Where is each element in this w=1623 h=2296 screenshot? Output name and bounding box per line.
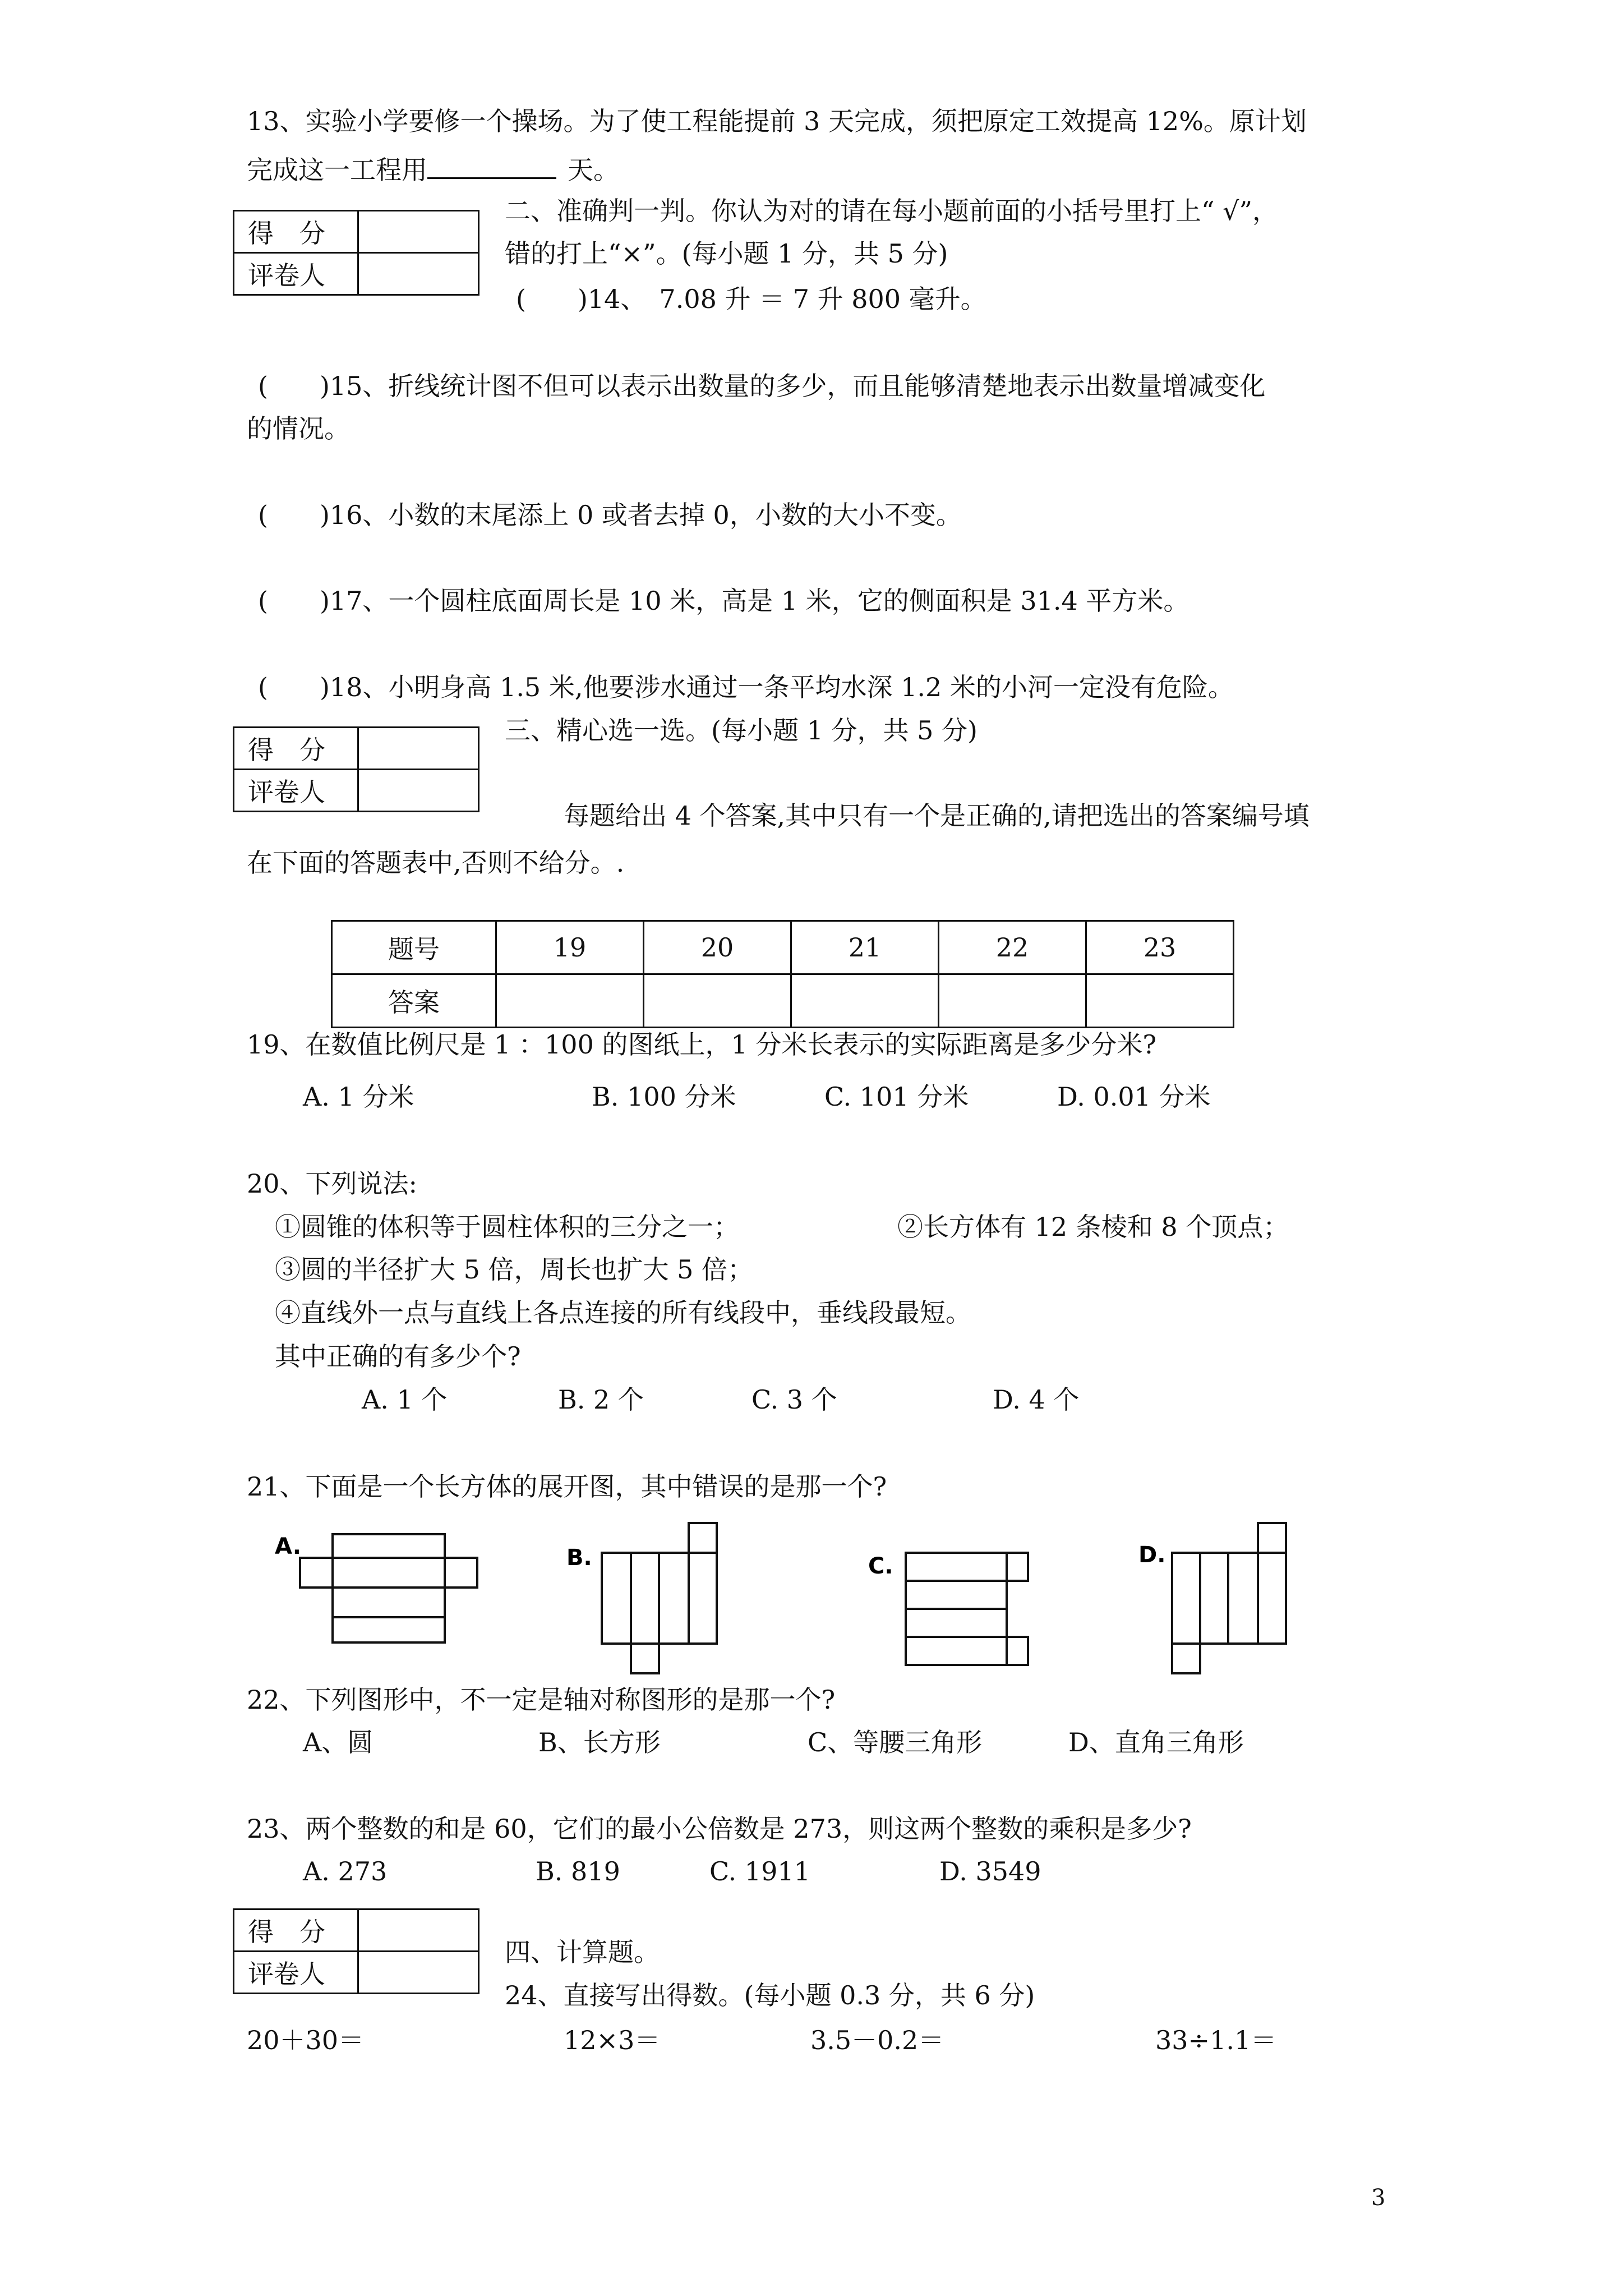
answer-table-header: 题号: [332, 921, 496, 974]
q20-statement-1: ①圆锥的体积等于圆柱体积的三分之一；: [275, 1212, 739, 1242]
q24-stem: 24、直接写出得数。(每小题 0.3 分，共 6 分): [505, 1980, 1035, 2010]
net-label-a: A.: [275, 1534, 301, 1559]
tf-item-16: ( )16、小数的末尾添上 0 或者去掉 0，小数的大小不变。: [258, 500, 962, 530]
score-label: 得 分: [234, 1910, 358, 1952]
net-figure-c: [906, 1553, 1028, 1665]
section3-instructions: 每题给出 4 个答案,其中只有一个是正确的,请把选出的答案编号填: [564, 800, 1310, 831]
q20-ask: 其中正确的有多少个?: [275, 1341, 521, 1372]
page-number: 3: [1371, 2185, 1386, 2211]
section4-title: 四、计算题。: [505, 1937, 660, 1967]
q22-option-b: B、长方形: [538, 1727, 661, 1757]
score-label: 得 分: [234, 211, 358, 253]
calc-expr-2: 12×3＝: [564, 2025, 661, 2055]
calc-expr-1: 20＋30＝: [247, 2025, 365, 2055]
answer-table-header: 21: [791, 921, 939, 974]
calc-expr-4: 33÷1.1＝: [1155, 2025, 1277, 2055]
answer-table-header: 23: [1086, 921, 1234, 974]
q13-unit: 天。: [568, 155, 619, 185]
section3-title: 三、精心选一选。(每小题 1 分，共 5 分): [505, 715, 978, 746]
tf-item-17: ( )17、一个圆柱底面周长是 10 米，高是 1 米，它的侧面积是 31.4 平方米。: [258, 586, 1189, 616]
q19-option-c: C. 101 分米: [824, 1082, 969, 1112]
q20-stem: 20、下列说法:: [247, 1168, 418, 1199]
q22-stem: 22、下列图形中，不一定是轴对称图形的是那一个?: [247, 1685, 836, 1715]
tf-item-18: ( )18、小明身高 1.5 米,他要涉水通过一条平均水深 1.2 米的小河一定没有危险。: [258, 672, 1234, 702]
q23-stem: 23、两个整数的和是 60，它们的最小公倍数是 273，则这两个整数的乘积是多少?: [247, 1814, 1192, 1844]
q19-option-a: A. 1 分米: [303, 1082, 414, 1112]
tf-item-14: ( )14、 7.08 升 ＝ 7 升 800 毫升。: [516, 284, 986, 314]
grader-label: 评卷人: [234, 770, 358, 812]
net-label-b: B.: [566, 1545, 592, 1571]
q20-option-d: D. 4 个: [993, 1384, 1080, 1415]
answer-table-header: 22: [939, 921, 1086, 974]
q20-statement-3: ③圆的半径扩大 5 倍，周长也扩大 5 倍；: [275, 1254, 754, 1285]
net-figure-d: [1172, 1523, 1286, 1673]
q23-option-b: B. 819: [536, 1856, 620, 1887]
answer-table-header: 19: [496, 921, 644, 974]
net-figure-a: [300, 1534, 477, 1642]
q23-option-a: A. 273: [303, 1856, 388, 1887]
net-label-c: C.: [868, 1553, 893, 1579]
score-cell[interactable]: [358, 1910, 479, 1952]
q13-line1: 13、实验小学要修一个操场。为了使工程能提前 3 天完成，须把原定工效提高 12%。原计划: [247, 106, 1307, 136]
grader-label: 评卷人: [234, 1952, 358, 1994]
tf-item-15-cont: 的情况。: [247, 413, 350, 444]
q21-stem: 21、下面是一个长方体的展开图，其中错误的是那一个?: [247, 1471, 887, 1502]
section2-title-2: 错的打上“×”。(每小题 1 分，共 5 分): [505, 238, 948, 269]
net-figure-b: [602, 1523, 717, 1673]
q20-statement-4: ④直线外一点与直线上各点连接的所有线段中，垂线段最短。: [275, 1297, 971, 1328]
q19-option-b: B. 100 分米: [592, 1082, 736, 1112]
q20-option-c: C. 3 个: [751, 1384, 837, 1415]
score-box-4: [233, 1908, 479, 1994]
answer-table-header: 20: [644, 921, 791, 974]
q20-option-b: B. 2 个: [558, 1384, 644, 1415]
net-label-d: D.: [1138, 1542, 1166, 1568]
section3-instructions-2: 在下面的答题表中,否则不给分。.: [247, 848, 625, 878]
q23-option-d: D. 3549: [939, 1856, 1041, 1887]
q20-option-a: A. 1 个: [362, 1384, 448, 1415]
q22-option-d: D、直角三角形: [1068, 1727, 1244, 1757]
calc-expr-3: 3.5－0.2＝: [810, 2025, 944, 2055]
q13-text: 完成这一工程用: [247, 155, 427, 185]
score-label: 得 分: [234, 728, 358, 770]
q19-stem: 19、在数值比例尺是 1 ：100 的图纸上，1 分米长表示的实际距离是多少分米?: [247, 1029, 1157, 1060]
q22-option-a: A、圆: [303, 1727, 374, 1757]
grader-cell[interactable]: [358, 1952, 479, 1994]
q23-option-c: C. 1911: [709, 1856, 810, 1887]
q19-option-d: D. 0.01 分米: [1057, 1082, 1211, 1112]
grader-label: 评卷人: [234, 253, 358, 295]
tf-item-15: ( )15、折线统计图不但可以表示出数量的多少，而且能够清楚地表示出数量增减变化: [258, 371, 1266, 401]
q22-option-c: C、等腰三角形: [808, 1727, 983, 1757]
answer-row-label: 答案: [332, 974, 496, 1028]
section2-title: 二、准确判一判。你认为对的请在每小题前面的小括号里打上“ √”，: [505, 196, 1278, 226]
q20-statement-2: ②长方体有 12 条棱和 8 个顶点；: [897, 1212, 1289, 1242]
